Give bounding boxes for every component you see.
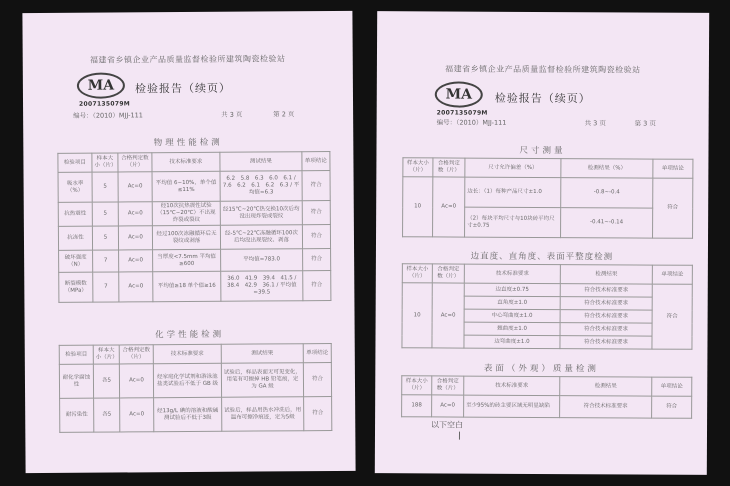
col-header: 合格判定数（片）: [432, 264, 464, 283]
table-cell: 试验后，样品表面无可见变化，用笔有可擦掉 HB 铅笔痕，定为 GA 级: [221, 363, 303, 398]
table-cell: 当厚度<7.5mm 平均值≥600: [153, 249, 221, 271]
table-cell: -0.8~-0.4: [561, 178, 653, 208]
col-header: 单项结论: [302, 152, 330, 171]
physical-table: [57, 151, 331, 303]
col-header: 检测结果: [560, 265, 652, 284]
table-cell: 10: [403, 177, 433, 237]
end-mark: [459, 432, 460, 440]
table-cell: 边弯曲度±1.0: [464, 335, 560, 349]
table-cell: 试验后，样品用热水冲洗后，用温布可擦净痕迹，定为5级: [222, 397, 304, 432]
table-cell: 经15℃~20℃热交换10次后均没出现炸裂或裂纹: [220, 201, 302, 226]
table-cell: 符合: [304, 397, 332, 431]
table-cell: 经-5℃~22℃冻融循环100次后均没出现裂纹、剥落: [220, 225, 302, 250]
dimension-section-title: 尺寸测量: [519, 145, 566, 157]
col-header: 单项结论: [652, 377, 692, 396]
table-cell: 5: [92, 202, 118, 226]
table-cell: 符合技术标准要求: [560, 323, 652, 336]
table-cell: 平均值=783.0: [221, 249, 303, 272]
physical-section-title: 物理性能检测: [153, 137, 223, 149]
issuer-header: 福建省乡镇企业产品质量监督检验所建筑陶瓷检验站: [89, 54, 286, 65]
col-header: 检测结果: [560, 377, 652, 396]
table-cell: 7: [93, 250, 119, 272]
report-number: 编号：（2010）MJJ-111: [436, 118, 507, 127]
surface-table: [401, 375, 692, 419]
table-cell: 7: [93, 272, 119, 302]
page-count: 共 3 页: [584, 119, 606, 128]
table-cell: 符合: [302, 171, 330, 201]
col-header: 检验项目: [58, 153, 92, 172]
table-cell: Ac=0: [118, 202, 152, 226]
table-cell: Ac=0: [432, 395, 464, 417]
cert-number: 2007135079M: [436, 109, 488, 117]
ma-seal: MA: [435, 81, 483, 107]
table-cell: 平均值≥18 单个值≥16: [153, 271, 221, 301]
table-cell: Ac=0: [432, 283, 464, 348]
col-header: 合格判定数（片）: [119, 345, 153, 364]
table-cell: 经10次抗热震性试验（15℃~20℃）不出现炸裂或裂纹: [152, 201, 220, 225]
table-cell: 经13g/L 碘的溶液和酸碱测试验后不低于3级: [154, 397, 222, 431]
table-cell: 抗热震性: [58, 202, 92, 226]
page-number: 第 3 页: [634, 119, 656, 128]
table-cell: -0.41~-0.14: [561, 208, 653, 238]
report-page-3: [375, 11, 709, 475]
cert-number: 2007135079M: [79, 100, 131, 108]
col-header: 合格判定数（片）: [433, 158, 465, 177]
table-cell: 吸水率（%）: [58, 172, 92, 202]
surface-section-title: 表面（外观）质量检测: [483, 363, 599, 375]
table-cell: Ac=0: [118, 226, 152, 250]
table-cell: 符合技术标准要求: [560, 336, 652, 349]
table-cell: 符合: [303, 249, 331, 271]
chemical-section-title: 化学性能检测: [155, 329, 225, 341]
col-header: 测试结果: [220, 152, 302, 172]
table-cell: 6.2 5.8 6.3 6.0 6.1 / 7.6 6.2 6.1 6.2 6.3 / 平均值=6.3: [220, 171, 302, 202]
report-number: 编号：（2010）MJJ-111: [73, 111, 143, 120]
col-header: 技术标准要求: [464, 376, 560, 396]
table-cell: Ac=0: [118, 172, 152, 202]
table-cell: 符合: [652, 284, 692, 349]
col-header: 样本大小（片）: [403, 158, 433, 177]
col-header: 单项结论: [653, 159, 693, 178]
table-cell: Ac=0: [120, 398, 154, 432]
table-row: [59, 363, 331, 399]
table-cell: Ac=0: [433, 177, 465, 237]
issuer-header: 福建省乡镇企业产品质量监督检验所建筑陶瓷检验站: [445, 64, 641, 75]
table-cell: 10: [402, 283, 432, 348]
col-header: 样本大小（片）: [92, 153, 118, 172]
table-cell: 边长：（1）每种产品尺寸±1.0: [465, 177, 561, 208]
chemical-table: [59, 343, 333, 433]
table-cell: 抗冻性: [58, 226, 92, 250]
col-header: 检测结果（%）: [561, 159, 653, 178]
table-row: [58, 201, 330, 227]
col-header: 检验项目: [59, 345, 93, 364]
table-cell: 各5: [93, 364, 119, 398]
col-header: 样本大小（片）: [93, 345, 119, 364]
table-cell: Ac=0: [119, 250, 153, 272]
table-cell: 耐化学腐蚀性: [59, 364, 93, 398]
table-cell: 经过100次冻融循环后无裂纹或剥落: [152, 225, 220, 249]
table-cell: 36.0 41.9 39.4 41.5 / 38.4 42.9 36.1 / 平均值=39.5: [221, 271, 303, 302]
dimension-table: [402, 157, 693, 239]
table-row: [402, 395, 692, 419]
flatness-table: [401, 263, 692, 350]
col-header: 技术标准要求: [152, 152, 220, 171]
table-cell: 断裂模数（MPa）: [59, 272, 93, 302]
table-row: [59, 271, 331, 303]
col-header: 技术标准要求: [464, 264, 560, 284]
table-cell: 经家庭化学试剂和游泳池盐类试验后不低于 GB 级: [153, 363, 221, 397]
page-number: 第 2 页: [273, 110, 295, 119]
table-row: [59, 249, 331, 273]
table-cell: 5: [92, 226, 118, 250]
col-header: 样本大小（片）: [402, 376, 432, 395]
table-row: [403, 177, 693, 209]
table-cell: 直角度±1.0: [464, 296, 560, 310]
col-header: 合格判定数（片）: [118, 153, 152, 172]
table-cell: Ac=0: [119, 272, 153, 302]
table-cell: 符合: [652, 396, 692, 418]
table-cell: 边直度±0.75: [464, 283, 560, 297]
col-header: 单项结论: [303, 344, 331, 363]
table-row: [402, 283, 692, 298]
table-cell: 符合技术标准要求: [560, 396, 652, 418]
table-cell: （2）每块平均尺寸与10块砖平均尺寸±0.75: [465, 207, 561, 238]
table-cell: 符合: [303, 363, 331, 397]
flatness-section-title: 边直度、直角度、表面平整度检测: [470, 251, 614, 263]
table-row: [60, 397, 332, 433]
table-cell: 符合: [302, 201, 330, 225]
table-cell: 符合技术标准要求: [560, 297, 652, 310]
col-header: 单项结论: [652, 265, 692, 284]
page-count: 共 3 页: [221, 110, 243, 119]
col-header: 测试结果: [221, 344, 303, 364]
blank-below-note: 以下空白: [431, 420, 464, 430]
table-row: [58, 171, 330, 203]
table-row: [58, 225, 330, 251]
table-cell: 188: [402, 395, 432, 417]
table-cell: 平均值 6~10%，单个值≤11%: [152, 171, 220, 201]
table-cell: 至少95%的砖主要区域无明显缺陷: [464, 395, 560, 418]
col-header: 技术标准要求: [153, 344, 221, 363]
table-cell: 符合技术标准要求: [560, 284, 652, 297]
table-cell: 翘曲度±1.0: [464, 322, 560, 336]
report-title: 检验报告（续页）: [494, 91, 591, 106]
table-cell: 符合: [303, 271, 331, 301]
table-cell: 符合技术标准要求: [560, 310, 652, 323]
col-header: 样本大小（片）: [402, 264, 432, 283]
table-cell: 各5: [94, 398, 120, 432]
table-cell: 破坏强度（N）: [59, 250, 93, 272]
col-header: 合格判定数（片）: [432, 376, 464, 395]
ma-seal: MA: [77, 72, 125, 98]
table-cell: 中心弯曲度±1.0: [464, 309, 560, 323]
report-title: 检验报告（续页）: [134, 81, 231, 96]
table-cell: 符合: [653, 178, 693, 238]
table-cell: 符合: [302, 225, 330, 249]
col-header: 尺寸允许偏差（%）: [465, 158, 561, 178]
report-page-2: [22, 11, 355, 473]
table-cell: 耐污染性: [60, 398, 94, 432]
table-cell: 5: [92, 172, 118, 202]
table-cell: Ac=0: [119, 364, 153, 398]
